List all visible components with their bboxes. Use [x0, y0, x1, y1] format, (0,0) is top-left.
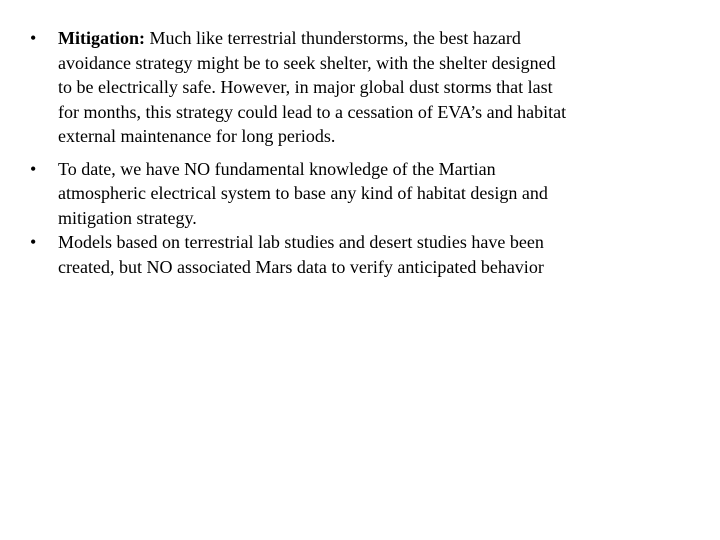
bullet-line: for months, this strategy could lead to a cessation of EVA’s and habitat: [58, 101, 567, 122]
bullet-icon: •: [30, 232, 37, 252]
bullet-item-models: [0, 230, 720, 279]
bullet-icon: •: [30, 28, 37, 48]
bullet-text: Much like terrestrial thunderstorms, the best hazard: [145, 28, 521, 48]
bullet-line: external maintenance for long periods.: [58, 126, 336, 146]
bullet-list: [0, 26, 720, 287]
bullet-line: created, but NO associated Mars data to verify anticipated behavior: [58, 256, 544, 277]
bullet-item-knowledge: [0, 157, 720, 231]
bullet-item-mitigation: [0, 26, 720, 149]
bullet-line: to be electrically safe. However, in major global dust storms that last: [58, 77, 553, 97]
bullet-line: To date, we have NO fundamental knowledge of the Martian: [58, 158, 496, 179]
bullet-line: [58, 26, 700, 51]
bullet-line: Models based on terrestrial lab studies and desert studies have been: [58, 232, 544, 252]
bullet-icon: •: [30, 158, 37, 179]
bullet-line: atmospheric electrical system to base any kind of habitat design and: [58, 183, 548, 203]
bullet-line: mitigation strategy.: [58, 207, 197, 228]
bullet-line: avoidance strategy might be to seek shelter, with the shelter designed: [58, 52, 556, 73]
bullet-lead-label: Mitigation:: [58, 28, 145, 48]
